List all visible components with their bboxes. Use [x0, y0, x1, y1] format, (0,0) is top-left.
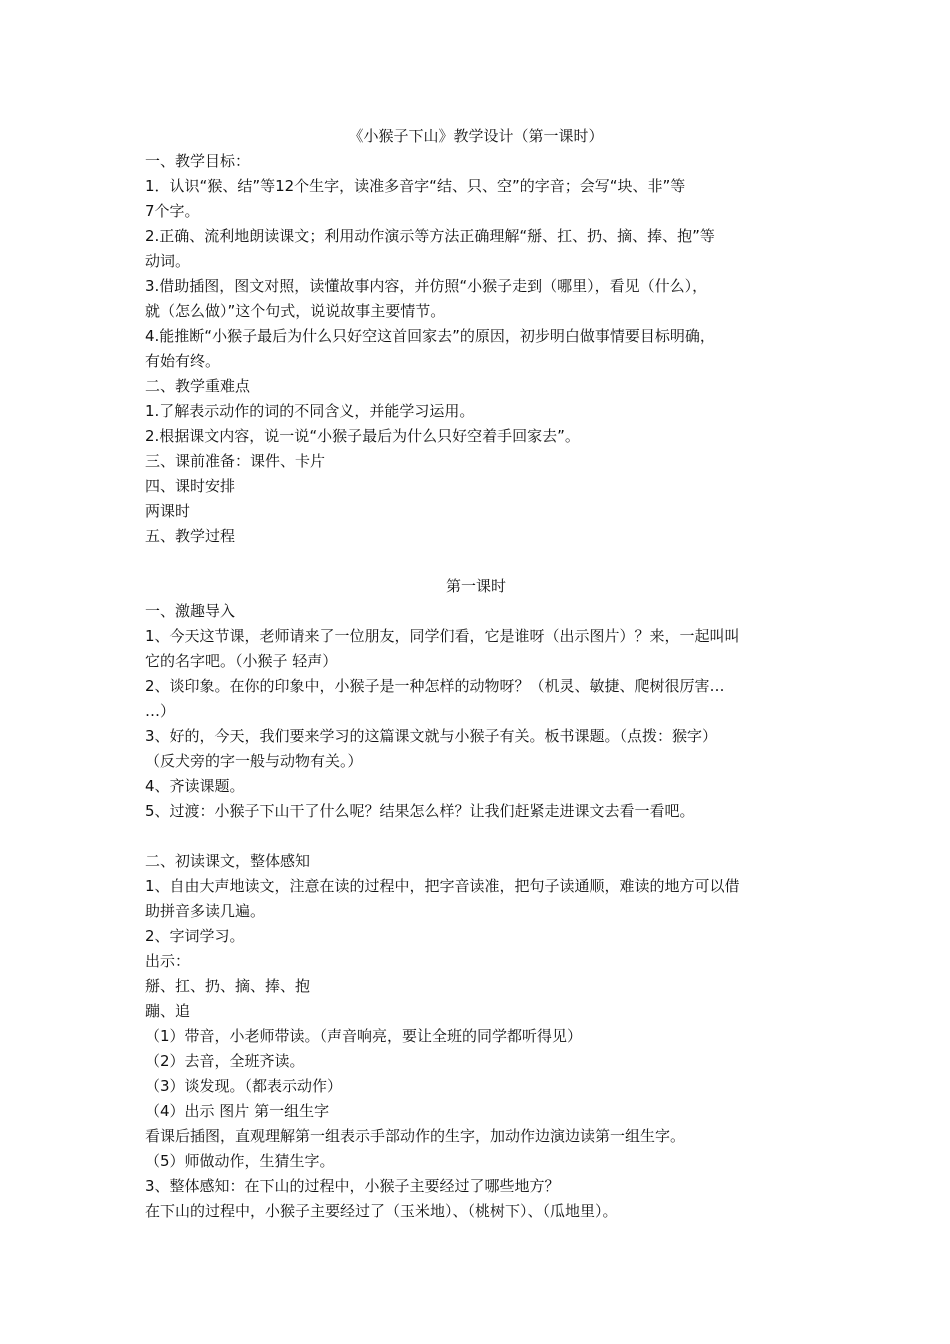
- text-line: 7个字。: [145, 202, 200, 220]
- objectives-section: [145, 149, 807, 549]
- text-line: 4、齐读课题。: [145, 777, 245, 795]
- text-line: （5）师做动作，生猜生字。: [145, 1152, 335, 1170]
- text-line: 就（怎么做）”这个句式，说说故事主要情节。: [145, 302, 446, 320]
- text-line: 五、教学过程: [145, 527, 236, 545]
- text-line: （3）谈发现。（都表示动作）: [145, 1077, 343, 1095]
- text-line: 动词。: [145, 252, 191, 270]
- text-line: （1）带音，小老师带读。（声音响亮，要让全班的同学都听得见）: [145, 1027, 583, 1045]
- text-line: 2.正确、流利地朗读课文；利用动作演示等方法正确理解“掰、扛、扔、摘、捧、抱”等: [145, 227, 715, 245]
- text-line: 有始有终。: [145, 352, 221, 370]
- text-line: 3、好的，今天，我们要来学习的这篇课文就与小猴子有关。板书课题。（点拨：猴字）: [145, 727, 718, 745]
- text-line: …）: [145, 702, 176, 720]
- text-line: 1、今天这节课，老师请来了一位朋友，同学们看，它是谁呀（出示图片）？来，一起叫叫: [145, 627, 740, 645]
- text-line: 1.了解表示动作的词的不同含义，并能学习运用。: [145, 402, 475, 420]
- text-line: 4.能推断“小猴子最后为什么只好空这首回家去”的原因，初步明白做事情要目标明确，: [145, 327, 715, 345]
- text-line: 二、教学重难点: [145, 377, 251, 395]
- text-line: 3.借助插图，图文对照，读懂故事内容，并仿照“小猴子走到（哪里），看见（什么），: [145, 277, 708, 295]
- text-line: 蹦、追: [145, 1002, 191, 1020]
- text-line: 二、初读课文，整体感知: [145, 852, 311, 870]
- text-line: 出示：: [145, 952, 191, 970]
- text-line: 1．认识“猴、结”等12个生字，读准多音字“结、只、空”的字音；会写“块、非”等: [145, 177, 686, 195]
- intro-section: [145, 599, 807, 824]
- text-line: 3、整体感知：在下山的过程中，小猴子主要经过了哪些地方？: [145, 1177, 560, 1195]
- text-line: （2）去音，全班齐读。: [145, 1052, 305, 1070]
- text-line: 看课后插图，直观理解第一组表示手部动作的生字，加动作边演边读第一组生字。: [145, 1127, 686, 1145]
- text-line: 5、过渡：小猴子下山干了什么呢？结果怎么样？让我们赶紧走进课文去看一看吧。: [145, 802, 695, 820]
- section-title: 第一课时: [445, 577, 506, 595]
- text-line: 2、谈印象。在你的印象中，小猴子是一种怎样的动物呀？（机灵、敏捷、爬树很厉害…: [145, 677, 725, 695]
- text-line: 2.根据课文内容，说一说“小猴子最后为什么只好空着手回家去”。: [145, 427, 580, 445]
- blank-line: [145, 824, 807, 849]
- text-line: 在下山的过程中，小猴子主要经过了（玉米地）、（桃树下）、（瓜地里）。: [145, 1202, 618, 1220]
- text-line: 一、教学目标：: [145, 152, 251, 170]
- document-body: [145, 124, 807, 1224]
- text-line: （反犬旁的字一般与动物有关。）: [145, 752, 363, 770]
- text-line: 它的名字吧。（小猴子 轻声）: [145, 652, 338, 670]
- text-line: 两课时: [145, 502, 191, 520]
- text-line: 2、字词学习。: [145, 927, 245, 945]
- text-line: 助拼音多读几遍。: [145, 902, 266, 920]
- text-line: （4）出示 图片 第一组生字: [145, 1102, 330, 1120]
- text-line: 四、课时安排: [145, 477, 236, 495]
- reading-section: [145, 849, 807, 1224]
- document-title: 《小猴子下山》教学设计（第一课时）: [348, 127, 604, 145]
- text-line: 掰、扛、扔、摘、捧、抱: [145, 977, 311, 995]
- text-line: 三、课前准备：课件、卡片: [145, 452, 326, 470]
- text-line: 1、自由大声地读文，注意在读的过程中，把字音读准，把句子读通顺，难读的地方可以借: [145, 877, 740, 895]
- text-line: 一、激趣导入: [145, 602, 236, 620]
- blank-line: [145, 549, 807, 574]
